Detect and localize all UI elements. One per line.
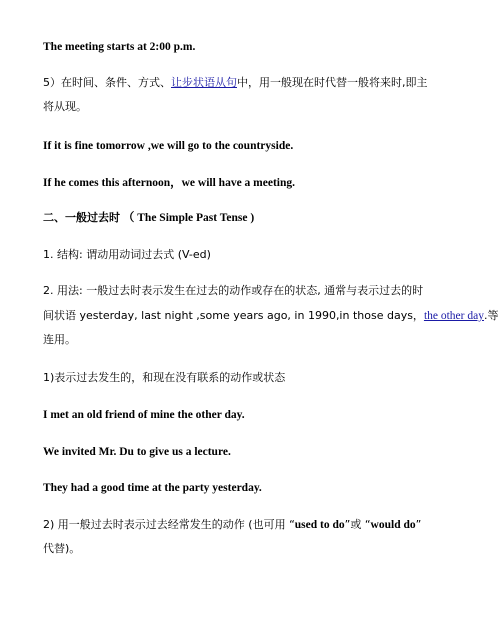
usage-line-continued bbox=[43, 308, 498, 324]
example-sentence: If he comes this afternoon，we will have a meeting. bbox=[43, 177, 296, 189]
sub-rule-2 bbox=[43, 517, 421, 533]
rule-text: 5）在时间、条件、方式、 bbox=[43, 76, 171, 89]
sub-rule-text: 2) 用一般过去时表示过去经常发生的动作 (也可用 “ bbox=[43, 518, 295, 531]
rule-paragraph-line bbox=[43, 75, 428, 91]
usage-text: .等 bbox=[483, 309, 498, 322]
sub-rule-text: ” bbox=[415, 518, 422, 531]
used-to-do-term: used to do bbox=[294, 519, 345, 531]
section-heading-en: （ The Simple Past Tense ) bbox=[122, 212, 255, 224]
sub-rule-1: 1)表示过去发生的，和现在没有联系的动作或状态 bbox=[43, 371, 286, 384]
rule-text: 中，用一般现在时代替一般将来时,即主 bbox=[237, 76, 428, 89]
would-do-term: would do bbox=[370, 519, 416, 531]
example-sentence: The meeting starts at 2:00 p.m. bbox=[43, 41, 196, 53]
usage-line: 2. 用法: 一般过去时表示发生在过去的动作或存在的状态, 通常与表示过去的时 bbox=[43, 284, 424, 297]
example-sentence: They had a good time at the party yesterday. bbox=[43, 482, 262, 494]
section-heading-cn: 二、一般过去时 bbox=[43, 211, 120, 224]
example-sentence: We invited Mr. Du to give us a lecture. bbox=[43, 446, 231, 458]
section-heading bbox=[43, 210, 254, 226]
usage-text: 间状语 yesterday, last night ,some years ago, in 1990,in those days， bbox=[43, 309, 424, 322]
structure-line: 1. 结构: 谓动用动词过去式 (V-ed) bbox=[43, 248, 211, 261]
sub-rule-text: ”或 “ bbox=[344, 518, 371, 531]
sub-rule-2-continued: 代替)。 bbox=[43, 542, 81, 555]
example-sentence: If it is fine tomorrow ,we will go to the countryside. bbox=[43, 140, 294, 152]
rule-text-continued: 将从现。 bbox=[43, 100, 87, 113]
the-other-day-link[interactable]: the other day bbox=[423, 310, 484, 322]
usage-line-end: 连用。 bbox=[43, 333, 76, 346]
adverbial-clause-link[interactable]: 让步状语从句 bbox=[171, 76, 237, 89]
example-sentence: I met an old friend of mine the other day. bbox=[43, 409, 245, 421]
